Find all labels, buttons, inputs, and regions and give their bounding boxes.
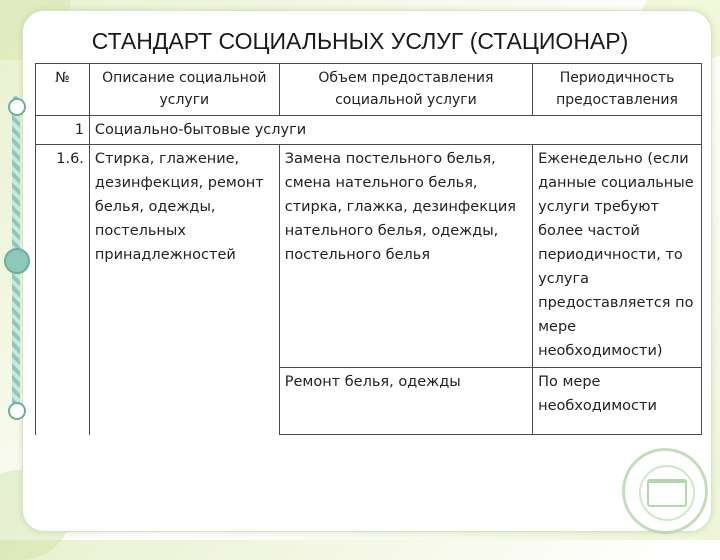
- header-frequency: Периодичность предоставления: [533, 64, 702, 116]
- book-icon: [647, 479, 687, 507]
- header-num: №: [36, 64, 90, 116]
- rope-knot: [4, 248, 30, 274]
- page-title: СТАНДАРТ СОЦИАЛЬНЫХ УСЛУГ (СТАЦИОНАР): [91, 28, 629, 54]
- header-volume: Объем предоставления социальной услуги: [279, 64, 532, 116]
- rope-ring-bottom: [8, 402, 26, 420]
- row-frequency: Еженедельно (если данные социальные услуги требуют более частой периодичности, то услуга предоставляется по мере необходимости): [533, 145, 702, 368]
- table-row: [36, 145, 702, 368]
- row-volume-repair: Ремонт белья, одежды: [279, 368, 532, 435]
- row-description: Стирка, глажение, дезинфекция, ремонт белья, одежды, постельных принадлежностей: [89, 145, 279, 435]
- emblem-icon: [622, 448, 708, 534]
- rope-ring-top: [8, 98, 26, 116]
- header-description: Описание социальной услуги: [89, 64, 279, 116]
- section-title: Социально-бытовые услуги: [89, 116, 701, 145]
- row-volume: Замена постельного белья, смена нательного белья, стирка, глажка, дезинфекция нательного белья, одежды, постельного белья: [279, 145, 532, 368]
- row-frequency-repair: По мере необходимости: [533, 368, 702, 435]
- table-header-row: [36, 64, 702, 116]
- row-num: 1.6.: [36, 145, 90, 435]
- section-row: [36, 116, 702, 145]
- services-table: [35, 63, 702, 435]
- section-num: 1: [36, 116, 90, 145]
